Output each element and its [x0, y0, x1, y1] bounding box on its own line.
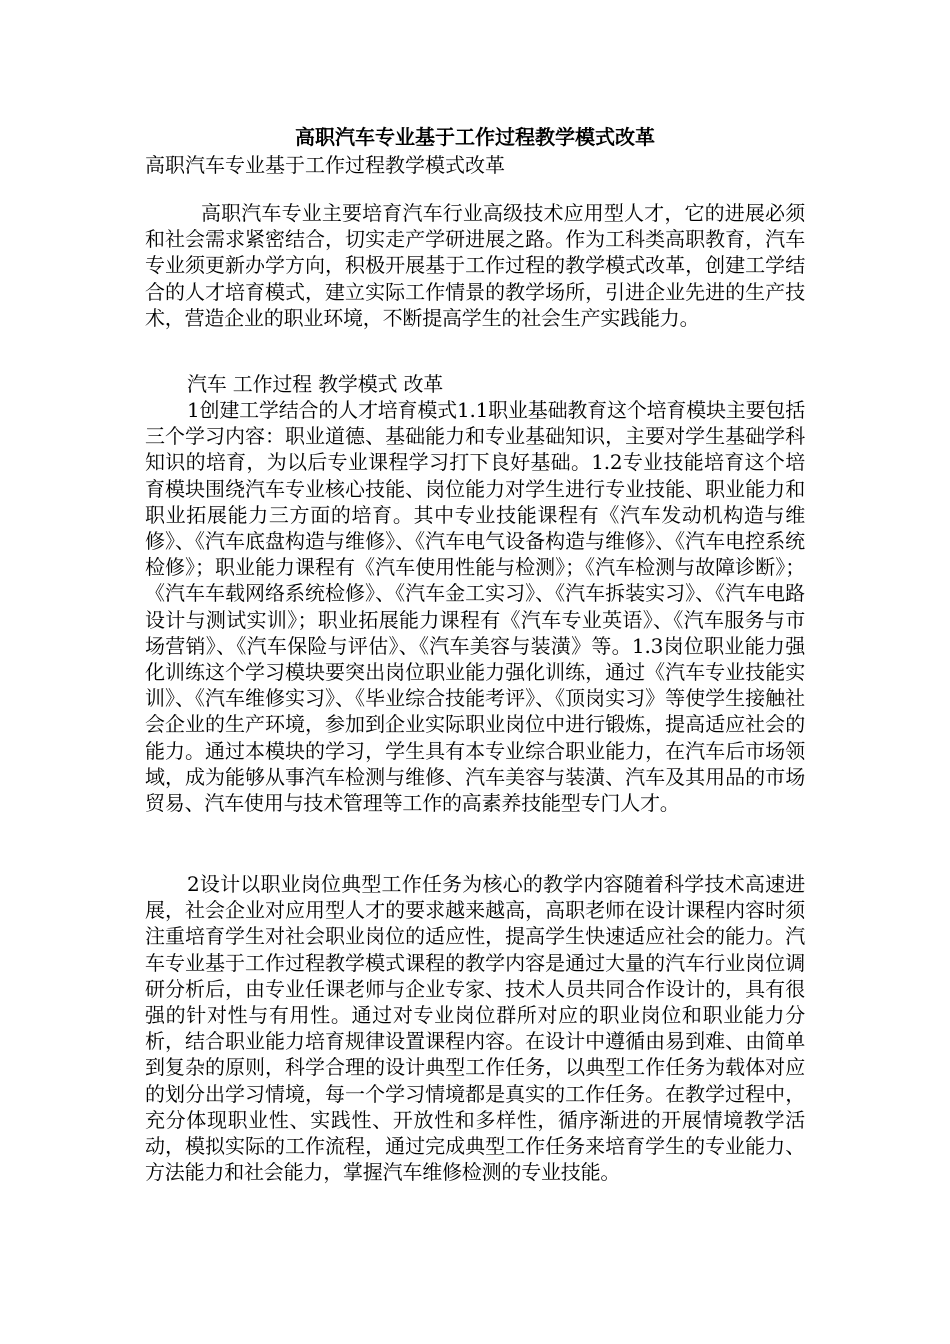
body-paragraph-1: 1创建工学结合的人才培育模式1.1职业基础教育这个培育模块主要包括三个学习内容：职业道德、基础能力和专业基础知识，主要对学生基础学科知识的培育，为以后专业课程学习打下良好基础。1.2专业技能培育这个培育模块围绕汽车专业核心技能、岗位能力对学生进行专业技能、职业能力和职业拓展能力三方面的培育。其中专业技能课程有《汽车发动机构造与维修》、《汽车底盘构造与维修》、《汽车电气设备构造与维修》、《汽车电控系统检修》；职业能力课程有《汽车使用性能与检测》；《汽车检测与故障诊断》；《汽车车载网络系统检修》、《汽车金工实习》、《汽车拆装实习》、《汽车电路设计与测试实训》；职业拓展能力课程有《汽车专业英语》、《汽车服务与市场营销》、《汽车保险与评估》、《汽车美容与装潢》等。1.3岗位职业能力强化训练这个学习模块要突出岗位职业能力强化训练，通过《汽车专业技能实训》、《汽车维修实习》、《毕业综合技能考评》、《顶岗实习》等使学生接触社会企业的生产环境，参加到企业实际职业岗位中进行锻炼，提高适应社会的能力。通过本模块的学习，学生具有本专业综合职业能力，在汽车后市场领域，成为能够从事汽车检测与维修、汽车美容与装潢、汽车及其用品的市场贸易、汽车使用与技术管理等工作的高素养技能型专门人才。	[145, 398, 805, 816]
body-paragraph-2: 2设计以职业岗位典型工作任务为核心的教学内容随着科学技术高速进展，社会企业对应用型人才的要求越来越高，高职老师在设计课程内容时须注重培育学生对社会职业岗位的适应性，提高学生快速适应社会的能力。汽车专业基于工作过程教学模式课程的教学内容是通过大量的汽车行业岗位调研分析后，由专业任课老师与企业专家、技术人员共同合作设计的，具有很强的针对性与有用性。通过对专业岗位群所对应的职业岗位和职业能力分析，结合职业能力培育规律设置课程内容。在设计中遵循由易到难、由简单到复杂的原则，科学合理的设计典型工作任务，以典型工作任务为载体对应的划分出学习情境，每一个学习情境都是真实的工作任务。在教学过程中，充分体现职业性、实践性、开放性和多样性，循序渐进的开展情境教学活动，模拟实际的工作流程，通过完成典型工作任务来培育学生的专业能力、方法能力和社会能力，掌握汽车维修检测的专业技能。	[145, 872, 805, 1185]
abstract-paragraph: 高职汽车专业主要培育汽车行业高级技术应用型人才，它的进展必须和社会需求紧密结合，切实走产学研进展之路。作为工科类高职教育，汽车专业须更新办学方向，积极开展基于工作过程的教学模式改革，创建工学结合的人才培育模式，建立实际工作情景的教学场所，引进企业先进的生产技术，营造企业的职业环境，不断提高学生的社会生产实践能力。	[145, 201, 805, 330]
document-subtitle: 高职汽车专业基于工作过程教学模式改革	[145, 153, 505, 177]
document-title: 高职汽车专业基于工作过程教学模式改革	[295, 125, 655, 149]
keywords-line: 汽车 工作过程 教学模式 改革	[187, 372, 444, 396]
